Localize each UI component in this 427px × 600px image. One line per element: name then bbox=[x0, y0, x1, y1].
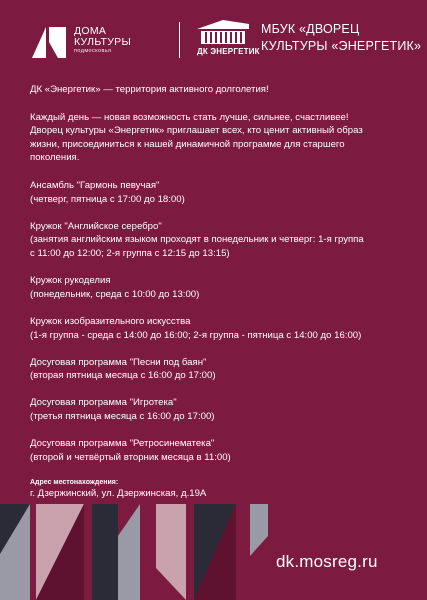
address-value: г. Дзержинский, ул. Дзержинская, д.19А bbox=[30, 488, 207, 500]
intro-body bbox=[30, 111, 410, 165]
header-divider bbox=[179, 22, 180, 58]
activity-item bbox=[30, 437, 410, 464]
address-label: Адрес местонахождения: bbox=[30, 479, 119, 487]
activity-details: (понедельник, среда с 10:00 до 13:00) bbox=[30, 288, 200, 300]
doma-logo-line1: ДОМА bbox=[74, 25, 107, 37]
doma-logo-line3: подмосковья bbox=[74, 48, 112, 55]
activity-details: (вторая пятница месяца с 16:00 до 17:00) bbox=[30, 370, 216, 382]
activity-item bbox=[30, 356, 410, 383]
activity-item bbox=[30, 220, 410, 261]
activity-title: Ансамбль "Гармонь певучая" bbox=[30, 179, 160, 191]
activity-details: (второй и четвёртый вторник месяца в 11:00) bbox=[30, 451, 231, 463]
shape-gray-right bbox=[250, 504, 268, 556]
website-url[interactable]: dk.mosreg.ru bbox=[276, 552, 378, 571]
activity-details: (1-я группа - среда с 14:00 до 16:00; 2-я группа - пятница с 14:00 до 16:00) bbox=[30, 329, 362, 341]
energetik-logo-caption: ДК ЭНЕРГЕТИК bbox=[197, 47, 260, 56]
intro-body-line: Каждый день — новая возможность стать лучше, сильнее, счастливее! bbox=[30, 111, 349, 123]
activity-title: Кружок "Английское серебро" bbox=[30, 220, 162, 232]
activity-details: (четверг, пятница с 17:00 до 18:00) bbox=[30, 193, 185, 205]
org-name-line1: МБУК «ДВОРЕЦ bbox=[261, 22, 360, 36]
energetik-building-icon bbox=[197, 20, 249, 46]
doma-kultury-logo-icon bbox=[30, 24, 68, 60]
activity-item bbox=[30, 274, 410, 301]
activity-details: с 11:00 до 12:00; 2-я группа с 12:15 до 13:15) bbox=[30, 247, 230, 259]
decorative-shapes bbox=[0, 496, 427, 600]
intro-body-line: Дворец культуры «Энергетик» приглашает всех, кто ценит активный образ bbox=[30, 125, 363, 137]
org-name-line2: КУЛЬТУРЫ «ЭНЕРГЕТИК» bbox=[261, 38, 422, 53]
activity-item bbox=[30, 396, 410, 423]
activity-title: Досуговая программа "Игротека" bbox=[30, 397, 177, 409]
shape-dark-mid bbox=[92, 504, 118, 600]
shape-gray-mid bbox=[118, 504, 140, 600]
activity-title: Кружок рукоделия bbox=[30, 275, 111, 287]
activity-item bbox=[30, 179, 410, 206]
shape-rose-mid bbox=[156, 504, 186, 600]
activity-details: (занятия английским языком проходят в понедельник и четверг: 1-я группа bbox=[30, 234, 364, 246]
intro-body-line: поколения. bbox=[30, 152, 80, 164]
announcement-content bbox=[30, 83, 410, 500]
organization-name bbox=[261, 21, 421, 55]
activity-item bbox=[30, 315, 410, 342]
activity-title: Досуговая программа "Песни под баян" bbox=[30, 356, 207, 368]
activity-details: (третья пятница месяца с 16:00 до 17:00) bbox=[30, 411, 215, 423]
intro-headline: ДК «Энергетик» — территория активного долголетия! bbox=[30, 84, 269, 95]
doma-logo-line2: КУЛЬТУРЫ bbox=[74, 36, 132, 49]
activity-title: Кружок изобразительного искусства bbox=[30, 315, 191, 327]
header bbox=[0, 0, 427, 80]
activity-title: Досуговая программа "Ретросинематека" bbox=[30, 438, 215, 450]
doma-kultury-logo-text bbox=[74, 26, 131, 55]
intro-body-line: жизни, присоединиться к нашей динамичной программе для старшего bbox=[30, 138, 345, 150]
